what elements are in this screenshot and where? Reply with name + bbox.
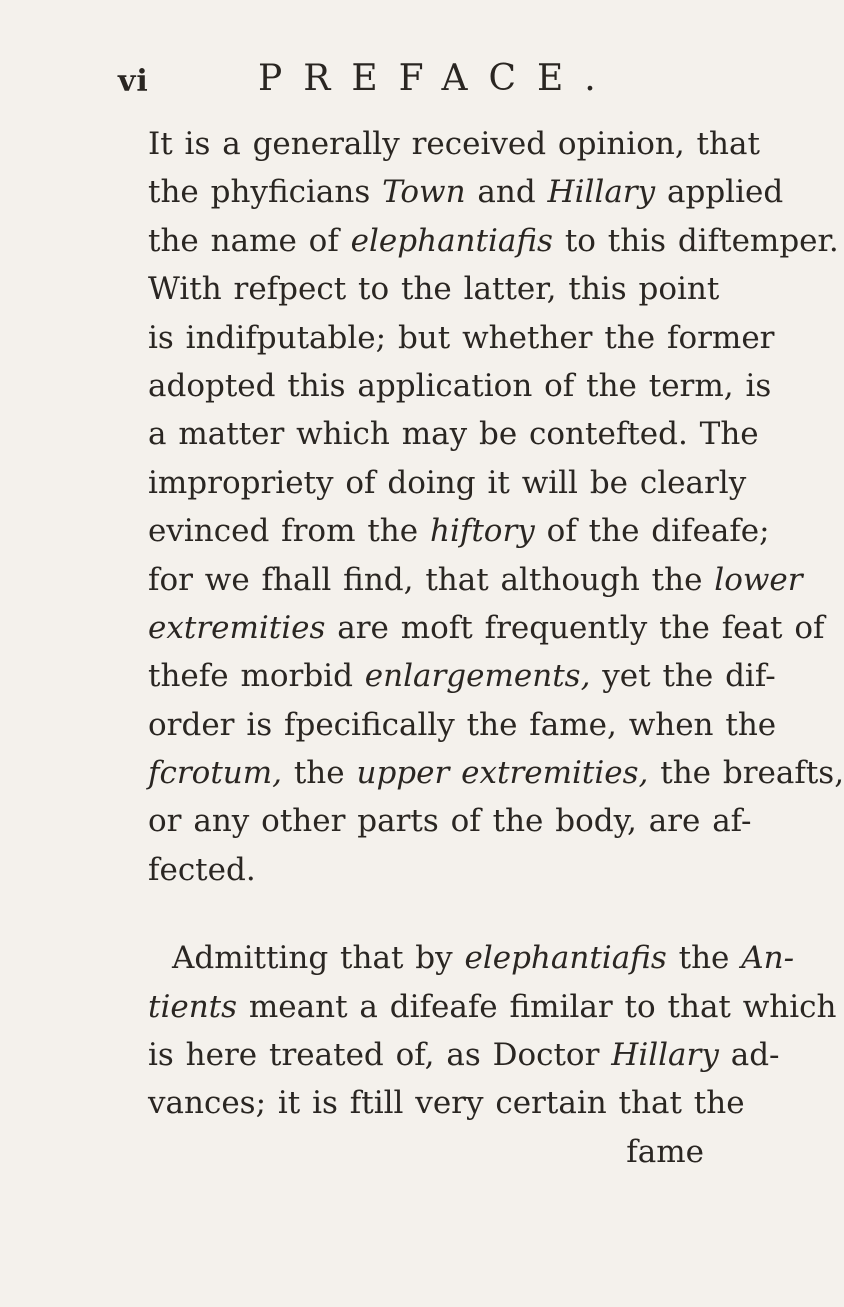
text-run: yet the dif- xyxy=(590,658,776,695)
italic-run: An- xyxy=(741,940,795,977)
text-line xyxy=(148,652,776,700)
italic-run: enlargements, xyxy=(364,658,591,695)
text-run: meant a difeafe fimilar to that which xyxy=(237,988,837,1025)
paragraph-gap xyxy=(148,894,708,934)
text-line xyxy=(148,314,775,362)
text-line xyxy=(148,507,770,555)
text-line xyxy=(148,556,803,604)
text-line xyxy=(148,701,777,749)
text-line xyxy=(148,459,747,507)
text-line xyxy=(148,168,784,216)
text-run: are moft frequently the feat of xyxy=(325,609,825,646)
text-run: vances; it is ftill very certain that the xyxy=(148,1085,745,1122)
text-run: and xyxy=(465,174,548,211)
text-run: a matter which may be contefted. The xyxy=(148,416,759,453)
text-run: fected. xyxy=(148,851,256,888)
text-line xyxy=(148,1079,745,1127)
text-line xyxy=(148,604,825,652)
text-line xyxy=(148,265,720,313)
catchword: fame xyxy=(626,1133,704,1170)
text-run: the breafts, xyxy=(648,755,844,792)
text-line xyxy=(148,410,759,458)
italic-run: Hillary xyxy=(547,174,656,211)
text-run: It is a generally received opinion, that xyxy=(148,126,760,162)
text-run: the name of xyxy=(148,222,351,259)
text-run: of the difeafe; xyxy=(534,513,770,550)
text-run: evinced from the xyxy=(148,513,430,550)
text-run: the xyxy=(666,940,742,977)
text-line xyxy=(148,983,837,1031)
italic-run: Hillary xyxy=(611,1037,719,1074)
page-number: vi xyxy=(118,64,149,99)
italic-run: extremities xyxy=(148,609,326,646)
text-line xyxy=(148,120,760,168)
text-run: adopted this application of the term, is xyxy=(148,367,772,404)
text-line xyxy=(148,749,844,797)
text-run: to this diftemper. xyxy=(552,222,839,259)
italic-run: fcrotum, xyxy=(148,755,282,792)
italic-run: hiftory xyxy=(429,513,535,550)
text-run: impropriety of doing it will be clearly xyxy=(148,464,747,501)
italic-run: elephantiafis xyxy=(464,940,667,977)
text-run: order is fpecifically the fame, when the xyxy=(148,706,777,743)
text-run: for we fhall find, that although the xyxy=(148,561,715,598)
text-run: ad- xyxy=(718,1037,780,1074)
text-line xyxy=(148,934,795,982)
text-line xyxy=(148,1031,780,1079)
body-text xyxy=(148,120,844,1176)
running-title: PREFACE. xyxy=(258,58,617,99)
text-line xyxy=(148,797,752,845)
text-run: the phyficians xyxy=(148,174,383,211)
italic-run: tients xyxy=(148,988,238,1025)
text-line xyxy=(148,846,708,894)
text-run: thefe morbid xyxy=(148,658,365,695)
text-run: Admitting that by xyxy=(172,940,465,977)
text-run: is here treated of, as Doctor xyxy=(148,1037,612,1074)
text-run: With refpect to the latter, this point xyxy=(148,271,720,308)
italic-run: upper extremities, xyxy=(356,755,649,792)
page-header xyxy=(118,58,678,106)
text-run: the xyxy=(282,755,357,792)
text-run: applied xyxy=(655,174,784,211)
italic-run: elephantiafis xyxy=(350,222,553,259)
text-run: or any other parts of the body, are af- xyxy=(148,803,752,840)
text-line xyxy=(148,217,839,265)
italic-run: Town xyxy=(382,174,466,211)
text-run: is indifputable; but whether the former xyxy=(148,319,775,356)
italic-run: lower xyxy=(714,561,803,598)
text-line xyxy=(148,362,772,410)
